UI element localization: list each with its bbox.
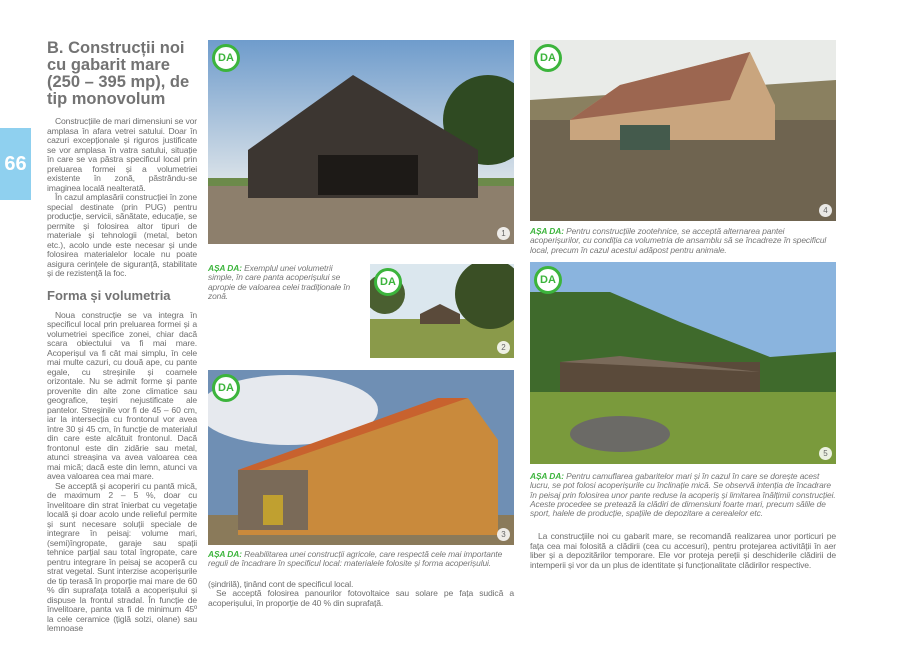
photo-number: 4 [819, 204, 832, 217]
middle-bottom [208, 550, 514, 608]
right-bottom [530, 472, 836, 570]
caption-prefix: AȘA DA: [208, 549, 242, 559]
page-number: 66 [0, 128, 31, 200]
caption-text: Pentru construcțiile zootehnice, se acceptă alternarea pantei acoperișurilor, cu condiția ca volumetria de ansamblu să se încadreze în specificul local, precum în cazul acestui adăpost pentru animale. [530, 226, 827, 255]
subsection-title: Forma și volumetria [47, 287, 171, 303]
caption-prefix: AȘA DA: [530, 226, 564, 236]
paragraph: La construcțiile noi cu gabarit mare, se recomandă realizarea unor porticuri pe fața cea mai folosită a clădirii (cea cu accesuri), pentru protejarea activității în aer liber și a depozitărilor temporare. Ele vor proteja pereții și deschiderile clădirii de intemperii și vor da un plus de identitate și funcționalitate clădirilor respective. [530, 531, 836, 570]
caption-5 [530, 472, 836, 518]
caption-1 [208, 264, 360, 301]
photo-livestock-shelter [530, 40, 836, 221]
da-badge: DA [534, 44, 562, 72]
photo-number: 1 [497, 227, 510, 240]
photo-rehabilitated-barn [208, 370, 514, 545]
paragraph: În cazul amplasării construcției în zone special destinate (prin PUG) pentru producție, servicii, sănătate, educație, se permite și folosirea altor tipuri de materiale și tehnologii (metal, beton etc.), acolo unde este necesar și unde folosirea materialelor locale nu poate asigura cerințele de siguranță, stabilitate și de rezistență la foc. [47, 192, 197, 278]
paragraph: (șindrilă), ținând cont de specificul local. [208, 578, 354, 589]
caption-4 [530, 227, 836, 255]
paragraph: Noua construcție se va integra în specificul local prin preluarea formei și a volumetriei specifice zonei, chiar dacă scara obiectului va fi mai mare. Acoperișul va fi cât mai simplu, în cele mai multe cazuri, cu două ape, cu pante egale, cu streșinile și coamele orizontale. Nu se admit forme și pante provenite din alte zone climatice sau geografice, teșiri nejustificate ale pantelor. Streșinile vor fi de 45 – 60 cm, iar la intersecția cu frontonul vor avea între 30 și 45 cm, în funcție de materialul din care este alcătuit frontonul. Dacă frontonul este din zidărie sau metal, atunci streașina va avea valoarea cea mai mică; dacă este din lemn, atunci va avea valoarea cea mai mare. [47, 309, 197, 481]
paragraph: Se acceptă și acoperiri cu pantă mică, de maximum 2 – 5 %, doar cu învelitoare din strat înierbat cu vegetație locală și doar acolo unde relieful permite și sunt necesare soluții speciale de integrare în peisaj: volume mari, (semi)îngropate, garaje sau spații tehnice parțial sau total îngropate, care pentru integrare în peisaj se acoperă cu strat vegetal. Sunt interzise acoperișurile de tip terasă în proporție mai mare de 60 % din suprafața totală a acoperișului și dispuse la frontul stradal. În funcție de învelitoare, panta va fi de minimum 45º la cele ceramice (țiglă solzi, olane) sau lemnoase [47, 480, 197, 633]
section-title: B. Construcții noi cu gabarit mare (250 – 395 mp), de tip monovolum [47, 39, 190, 108]
intro-text [47, 117, 197, 279]
da-badge: DA [534, 266, 562, 294]
caption-text: Pentru camuflarea gabaritelor mari și în cazul în care se dorește acest lucru, se pot folosi acoperișurile cu înclinație mică. Se observă intenția de încadrare în peisaj prin folosirea unor pante reduse la acoperiș și limitarea înălțimii construcției. Aceste procedee se pretează la clădiri de dimensiuni foarte mari, precum sălile de sport, halele de producție, spațiile de depozitare a cerealelor etc. [530, 471, 836, 519]
form-text [47, 311, 197, 634]
paragraph: Se acceptă folosirea panourilor fotovoltaice sau solare pe fața sudică a acoperișului, în proporție de 40 % din suprafață. [208, 588, 514, 608]
right-text [530, 532, 836, 570]
caption-3 [208, 550, 514, 569]
caption-prefix: AȘA DA: [530, 471, 564, 481]
left-column [47, 40, 197, 634]
photo-number: 5 [819, 447, 832, 460]
da-badge: DA [212, 44, 240, 72]
caption-text: Reabilitarea unei construcții agricole, care respectă cele mai importante reguli de încadrare în specificul local: materialele folosite și forma acoperișului. [208, 549, 503, 569]
paragraph: Construcțiile de mari dimensiuni se vor amplasa în afara vetrei satului. Doar în cazuri excepționale și riguros justificate se vor amplasa în vatra satului, situație în care se va păstra specificul local prin preluarea formei și a volumetriei existente în zonă, păstrându-se imaginea locală nealterată. [47, 116, 197, 193]
photo-low-slope-hall [530, 262, 836, 464]
caption-text: Exemplul unei volumetrii simple, în care panta acoperișului se apropie de valoarea celei tradiționale în zonă. [208, 263, 351, 301]
photo-barn-dark-wood [208, 40, 514, 244]
photo-number: 2 [497, 341, 510, 354]
caption-prefix: AȘA DA: [208, 263, 242, 273]
photo-number: 3 [497, 528, 510, 541]
photo-small-barn [370, 264, 514, 358]
da-badge: DA [212, 374, 240, 402]
middle-text [208, 580, 514, 609]
da-badge: DA [374, 268, 402, 296]
